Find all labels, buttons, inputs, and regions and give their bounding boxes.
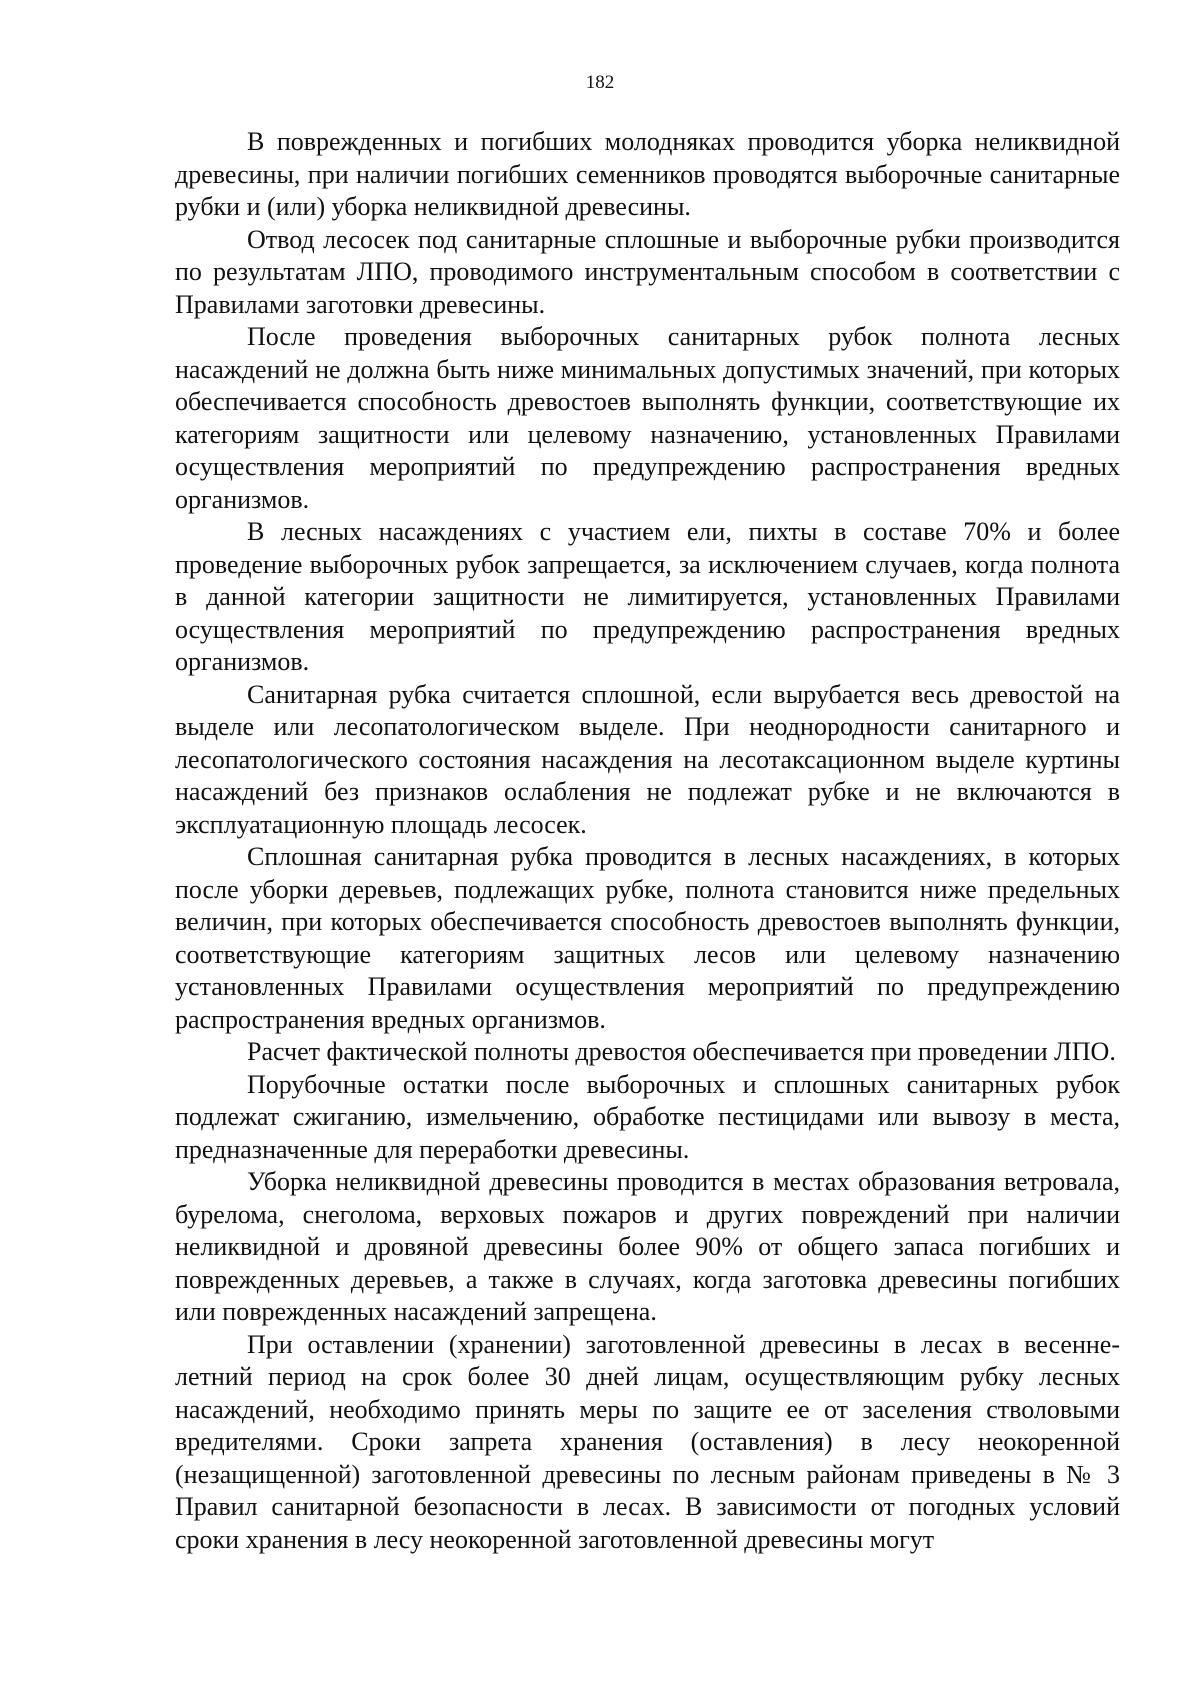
paragraph: После проведения выборочных санитарных рубок полнота лесных насаждений не должна быть ниже минимальных допустимых значений, при которых обеспечивается способность древостоев выполнять функции, соответствующие их категориям защитности или целевому назначению, установленных Правилами осуществления мероприятий по предупреждению распространения вредных организмов. [175,322,1120,514]
paragraph: Санитарная рубка считается сплошной, если вырубается весь древостой на выделе или лесопатологическом выделе. При неоднородности санитарного и лесопатологического состояния насаждения на лесотаксационном выделе куртины насаждений без признаков ослабления не подлежат рубке и не включаются в эксплуатационную площадь лесосек. [175,679,1120,839]
document-body [175,126,1120,1556]
paragraph: При оставлении (хранении) заготовленной древесины в лесах в весенне-летний период на срок более 30 дней лицам, осуществляющим рубку лесных насаждений, необходимо принять меры по защите ее от заселения стволовыми вредителями. Сроки запрета хранения (оставления) в лесу неокоренной (незащищенной) заготовленной древесины по лесным районам приведены в № 3 Правил санитарной безопасности в лесах. В зависимости от погодных условий сроки хранения в лесу неокоренной заготовленной древесины могут [175,1329,1120,1554]
paragraph: В поврежденных и погибших молодняках проводится уборка неликвидной древесины, при наличии погибших семенников проводятся выборочные санитарные рубки и (или) уборка неликвидной древесины. [175,127,1120,221]
paragraph: В лесных насаждениях с участием ели, пихты в составе 70% и более проведение выборочных рубок запрещается, за исключением случаев, когда полнота в данной категории защитности не лимитируется, установленных Правилами осуществления мероприятий по предупреждению распространения вредных организмов. [175,517,1120,676]
paragraph: Сплошная санитарная рубка проводится в лесных насаждениях, в которых после уборки деревьев, подлежащих рубке, полнота становится ниже предельных величин, при которых обеспечивается способность древостоев выполнять функции, соответствующие категориям защитных лесов или целевому назначению установленных Правилами осуществления мероприятий по предупреждению распространения вредных организмов. [175,842,1120,1034]
paragraph: Уборка неликвидной древесины проводится в местах образования ветровала, бурелома, снеголома, верховых пожаров и других повреждений при наличии неликвидной и дровяной древесины более 90% от общего запаса погибших и поврежденных деревьев, а также в случаях, когда заготовка древесины погибших или поврежденных насаждений запрещена. [175,1167,1120,1326]
paragraph: Отвод лесосек под санитарные сплошные и выборочные рубки производится по результатам ЛПО, проводимого инструментальным способом в соответствии с Правилами заготовки древесины. [175,224,1120,319]
paragraph: Расчет фактической полноты древостоя обеспечивается при проведении ЛПО. [247,1037,1116,1066]
paragraph: Порубочные остатки после выборочных и сплошных санитарных рубок подлежат сжиганию, измельчению, обработке пестицидами или вывозу в места, предназначенные для переработки древесины. [175,1069,1120,1164]
page-number: 182 [585,72,615,93]
